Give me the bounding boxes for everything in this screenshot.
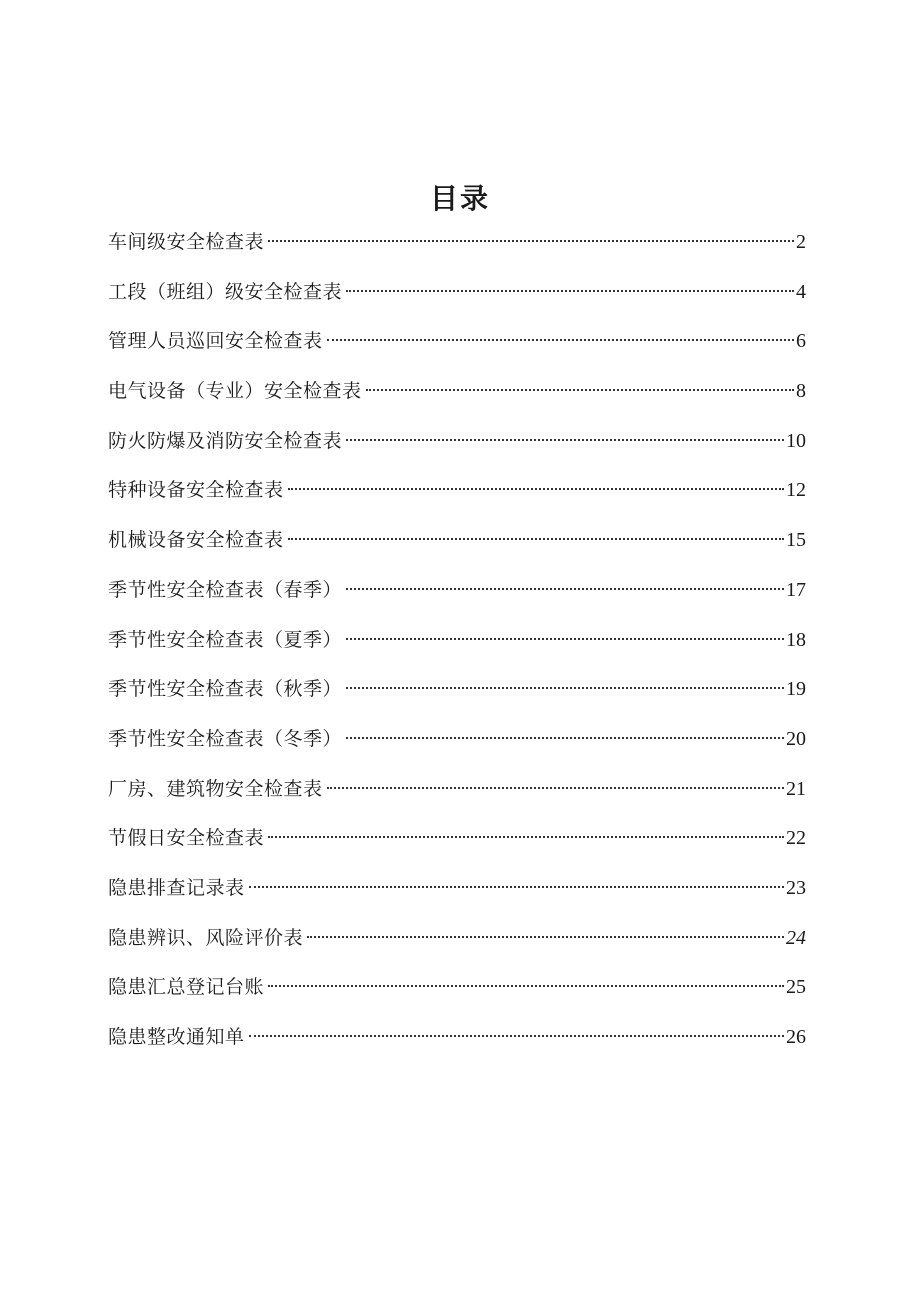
toc-entry-label: 隐患汇总登记台账 (108, 976, 265, 999)
toc-dot-leader (288, 488, 784, 490)
toc-entry-label: 厂房、建筑物安全检查表 (108, 777, 323, 800)
toc-entry-page-number: 17 (786, 578, 806, 601)
toc-entry-label: 机械设备安全检查表 (108, 529, 284, 552)
toc-entry-label: 节假日安全检查表 (108, 827, 265, 850)
toc-dot-leader (346, 290, 794, 292)
toc-entry-label: 季节性安全检查表（夏季） (108, 628, 343, 651)
toc-entry-page-number: 2 (796, 231, 806, 253)
toc-entry-label: 电气设备（专业）安全检查表 (108, 380, 362, 403)
toc-entry[interactable] (108, 572, 806, 622)
toc-entry[interactable] (108, 622, 806, 672)
toc-entry[interactable] (108, 423, 806, 473)
toc-dot-leader (268, 836, 784, 838)
toc-dot-leader (268, 240, 794, 242)
toc-entry[interactable] (108, 522, 806, 572)
toc-entry-label: 防火防爆及消防安全检查表 (108, 429, 343, 452)
toc-entry[interactable] (108, 721, 806, 771)
toc-list (108, 224, 806, 1069)
toc-entry-label: 车间级安全检查表 (108, 231, 265, 253)
toc-dot-leader (366, 389, 794, 391)
toc-dot-leader (268, 985, 784, 987)
toc-dot-leader (346, 439, 784, 441)
toc-entry[interactable] (108, 671, 806, 721)
toc-entry-label: 隐患排查记录表 (108, 876, 245, 899)
toc-dot-leader (346, 638, 784, 640)
toc-entry[interactable] (108, 472, 806, 522)
toc-entry-page-number: 4 (796, 280, 806, 303)
toc-entry[interactable] (108, 771, 806, 821)
toc-entry-label: 工段（班组）级安全检查表 (108, 280, 343, 303)
toc-entry[interactable] (108, 969, 806, 1019)
toc-entry[interactable] (108, 870, 806, 920)
toc-entry-page-number: 19 (786, 678, 806, 701)
toc-title: 目录 (429, 181, 490, 215)
toc-entry-label: 特种设备安全检查表 (108, 479, 284, 502)
toc-entry[interactable] (108, 274, 806, 324)
toc-entry[interactable] (108, 373, 806, 423)
toc-entry[interactable] (108, 224, 806, 274)
toc-dot-leader (327, 339, 794, 341)
toc-dot-leader (249, 886, 784, 888)
toc-entry[interactable] (108, 820, 806, 870)
toc-entry[interactable] (108, 920, 806, 970)
toc-entry-page-number: 24 (786, 926, 806, 949)
toc-entry-label: 隐患整改通知单 (108, 1026, 245, 1048)
toc-entry-page-number: 10 (786, 429, 806, 452)
toc-entry-label: 季节性安全检查表（秋季） (108, 678, 343, 701)
toc-entry-page-number: 25 (786, 976, 806, 999)
toc-entry[interactable] (108, 1019, 806, 1069)
toc-entry-page-number: 21 (786, 777, 806, 800)
toc-entry-page-number: 8 (796, 380, 806, 403)
toc-entry-page-number: 22 (786, 827, 806, 850)
toc-entry[interactable] (108, 323, 806, 373)
toc-entry-page-number: 6 (796, 330, 806, 353)
toc-entry-page-number: 26 (786, 1026, 806, 1048)
toc-entry-label: 季节性安全检查表（冬季） (108, 727, 343, 750)
toc-dot-leader (346, 588, 784, 590)
toc-dot-leader (249, 1035, 784, 1037)
toc-entry-label: 隐患辨识、风险评价表 (108, 926, 304, 949)
toc-entry-page-number: 12 (786, 479, 806, 502)
toc-dot-leader (307, 936, 784, 938)
toc-entry-label: 季节性安全检查表（春季） (108, 578, 343, 601)
toc-entry-page-number: 20 (786, 727, 806, 750)
toc-dot-leader (288, 538, 784, 540)
toc-dot-leader (346, 737, 784, 739)
toc-dot-leader (327, 787, 784, 789)
toc-entry-page-number: 18 (786, 628, 806, 651)
toc-entry-page-number: 15 (786, 529, 806, 552)
toc-dot-leader (346, 687, 784, 689)
toc-entry-page-number: 23 (786, 876, 806, 899)
toc-entry-label: 管理人员巡回安全检查表 (108, 330, 323, 353)
